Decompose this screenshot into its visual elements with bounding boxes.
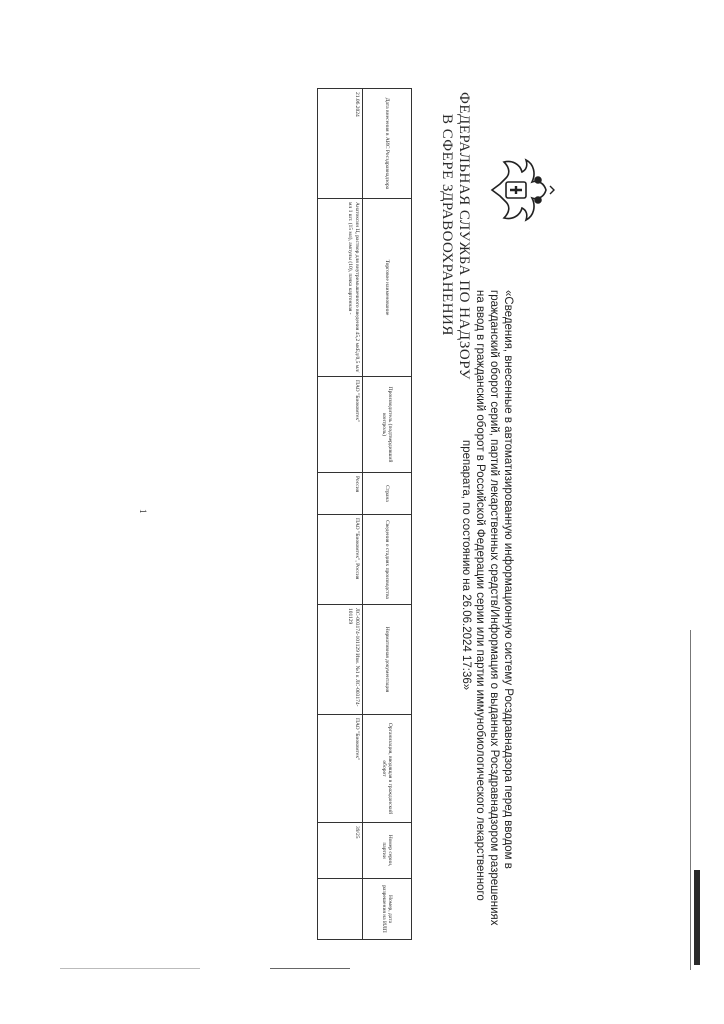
header-trade-name: Торговое наименование [363, 199, 412, 377]
emblem-icon [478, 150, 558, 230]
header-country: Страна [363, 473, 412, 515]
cell-production-stages: ПАО "Биокомтех", Россия [318, 515, 363, 605]
scan-edge-mark [694, 870, 700, 965]
scan-edge-mark [60, 968, 200, 969]
cell-batch-number: 39/25 [318, 823, 363, 879]
heading-line-3: на ввод в гражданский оборот в Российской Федерации серии или партии иммунобиологического лекарственного [474, 290, 486, 901]
header-permit-number: Номер, дата разрешения на ИЛП [363, 879, 412, 940]
header-organization: Организация, вводящая в гражданский оборот [363, 715, 412, 823]
cell-organization: ПАО "Биокомтех" [318, 715, 363, 823]
cell-country: Россия [318, 473, 363, 515]
cell-trade-name: Анатоксин Ц, раствор для внутримышечного введения 45,2 мкЕд/0,5 мл/мл 1 шт. (15 мл), ампулы (10), пачка картонная - [318, 199, 363, 377]
table-header-row [363, 89, 412, 940]
header-manufacturer: Производитель (подтвердивший контроль) [363, 377, 412, 473]
page-number: 1 [138, 509, 148, 514]
header-regulatory-docs: Нормативная документация [363, 605, 412, 715]
cell-date: 21.06.2024 [318, 89, 363, 199]
cell-permit-number [318, 879, 363, 940]
agency-name [438, 92, 472, 380]
batches-table [317, 88, 412, 940]
agency-line-1: ФЕДЕРАЛЬНАЯ СЛУЖБА ПО НАДЗОРУ [456, 92, 472, 380]
heading-line-4: препарата, по состоянию на 26.06.2024 17:36» [460, 440, 472, 691]
cell-regulatory-docs: ЛС-003174-101129 Изм. №1 к ЛС-003174-101129 [318, 605, 363, 715]
scan-edge-mark [690, 630, 691, 970]
heading-line-1: «Сведения, внесенные в автоматизированную информационную систему Росздравнадзора перед вводом в [502, 290, 514, 869]
header-batch-number: Номер серии, партии [363, 823, 412, 879]
agency-line-2: В СФЕРЕ ЗДРАВООХРАНЕНИЯ [439, 114, 455, 336]
cell-manufacturer: ПАО "Биокомтех" [318, 377, 363, 473]
header-production-stages: Сведения о стадиях производства [363, 515, 412, 605]
table-row [318, 89, 363, 940]
header-date: Дата внесения в АИС Росздравнадзора [363, 89, 412, 199]
scan-edge-mark [270, 968, 350, 969]
heading-line-2: гражданский оборот серий, партий лекарственных средств/Информация о выданных Росздравнадзором разрешениях [488, 290, 500, 926]
document-heading [459, 290, 515, 970]
